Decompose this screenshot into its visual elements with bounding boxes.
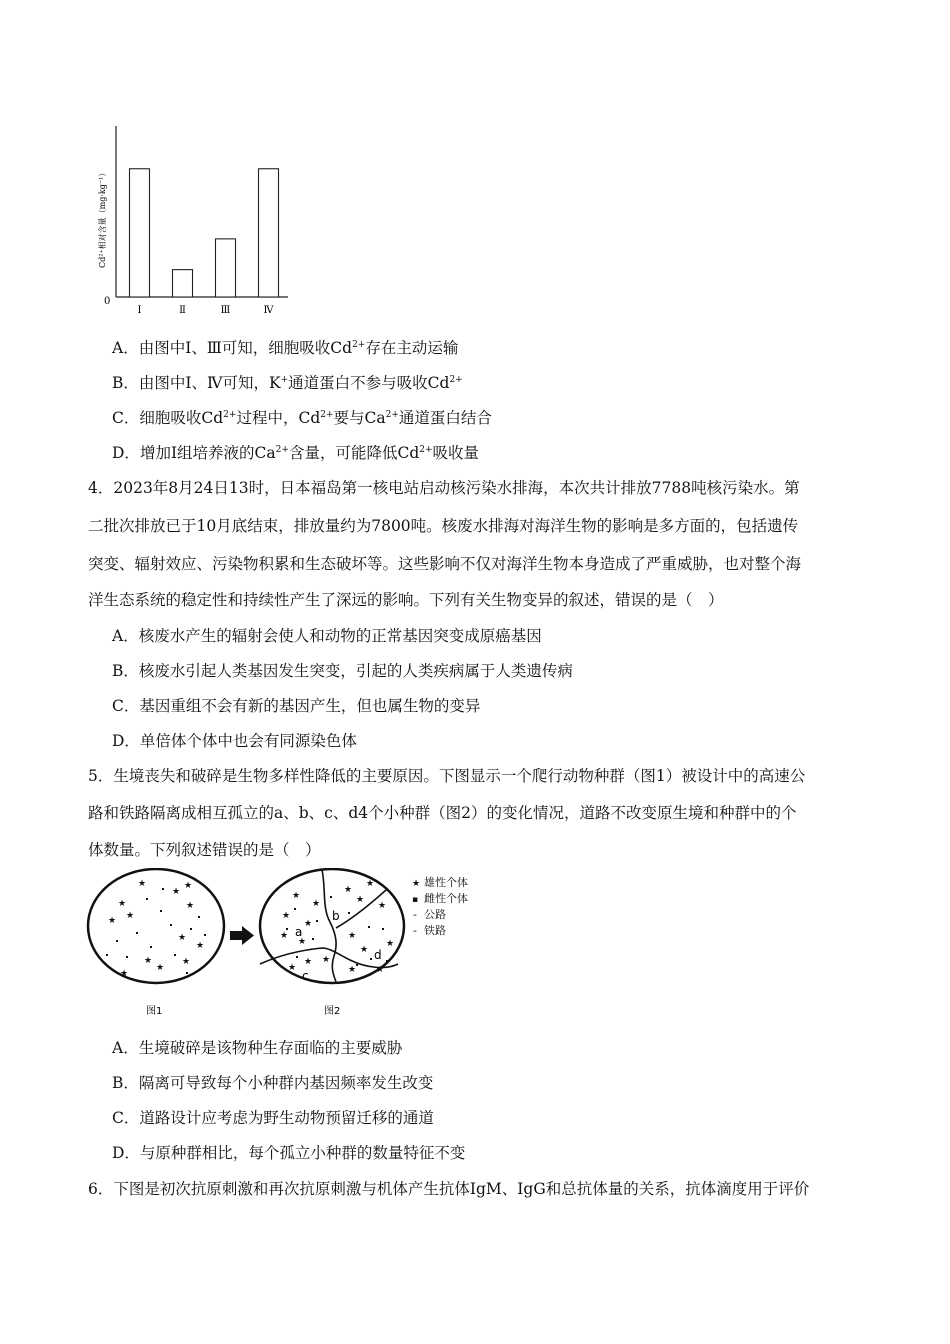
svg-text:★: ★ <box>282 911 291 921</box>
y-origin-label: 0 <box>104 296 111 307</box>
q6-stem-line-1: 6．下图是初次抗原刺激和再次抗原刺激与机体产生抗体IgM、IgG和总抗体量的关系，抗体滴度用于评价 <box>88 1180 810 1198</box>
svg-text:★: ★ <box>184 881 193 891</box>
y-axis-label: Cd²⁺相对含量（mg·kg⁻¹） <box>98 168 107 268</box>
legend-male-mark: ★ <box>412 879 421 889</box>
svg-text:★: ★ <box>386 939 395 949</box>
svg-text:★: ★ <box>292 891 301 901</box>
q3-option-d: D．增加Ⅰ组培养液的$Ca^{2+}$含量，可能降低$Cd^{2+}$吸收量 <box>112 444 480 462</box>
svg-text:★: ★ <box>298 937 307 947</box>
cd-bar-chart <box>88 118 308 318</box>
q4-stem-line-1: 4．2023年8月24日13时，日本福岛第一核电站启动核污染水排海，本次共计排放7788吨核污染水。第 <box>88 479 800 497</box>
region-c-label: c <box>302 969 309 983</box>
q4-stem-line-4: 洋生态系统的稳定性和持续性产生了深远的影响。下列有关生物变异的叙述，错误的是（ ） <box>88 591 724 609</box>
region-d-label: d <box>374 948 382 962</box>
legend-female-mark: ▪ <box>412 895 419 905</box>
q4-option-d: D．单倍体个体中也会有同源染色体 <box>112 732 357 750</box>
svg-text:★: ★ <box>196 941 205 951</box>
figure-legend <box>412 875 468 937</box>
svg-text:★: ★ <box>138 879 147 889</box>
legend-male-label: 雄性个体 <box>424 876 468 889</box>
q5-option-c: C．道路设计应考虑为野生动物预留迁移的通道 <box>112 1109 434 1127</box>
bar-3 <box>216 239 236 297</box>
q4-option-c: C．基因重组不会有新的基因产生，但也属生物的变异 <box>112 697 481 715</box>
q3-option-a: A．由图中Ⅰ、Ⅲ可知，细胞吸收$Cd^{2+}$存在主动运输 <box>112 339 459 357</box>
x-tick-label-4: Ⅳ <box>263 305 274 316</box>
region-a-label: a <box>295 925 303 939</box>
svg-text:★: ★ <box>288 963 297 973</box>
svg-text:★: ★ <box>348 931 357 941</box>
q5-option-d: D．与原种群相比，每个孤立小种群的数量特征不变 <box>112 1144 466 1162</box>
x-tick-label-2: Ⅱ <box>179 305 186 316</box>
svg-text:★: ★ <box>312 899 321 909</box>
legend-railway-label: 铁路 <box>424 924 446 937</box>
legend-female-label: 雌性个体 <box>424 892 468 905</box>
svg-text:★: ★ <box>348 965 357 975</box>
svg-text:★: ★ <box>156 963 165 973</box>
q5-stem-line-1: 5．生境丧失和破碎是生物多样性降低的主要原因。下图显示一个爬行动物种群（图1）被设计中的高速公 <box>88 767 806 785</box>
svg-text:★: ★ <box>356 895 365 905</box>
habitat-fragmentation-figure <box>86 868 506 1020</box>
svg-text:★: ★ <box>126 911 135 921</box>
q5-stem-line-3: 体数量。下列叙述错误的是（ ） <box>88 841 321 859</box>
x-tick-label-3: Ⅲ <box>220 305 231 316</box>
fig2-caption: 图2 <box>324 1006 341 1017</box>
svg-text:★: ★ <box>366 879 375 889</box>
bar-2 <box>173 270 193 297</box>
region-b-label: b <box>332 909 340 923</box>
q4-option-a: A．核废水产生的辐射会使人和动物的正常基因突变成原癌基因 <box>112 627 542 645</box>
q5-option-a: A．生境破碎是该物种生存面临的主要威胁 <box>112 1039 403 1057</box>
q5-stem-line-2: 路和铁路隔离成相互孤立的a、b、c、d4个小种群（图2）的变化情况，道路不改变原生境和种群中的个 <box>88 804 797 822</box>
svg-text:★: ★ <box>144 956 153 966</box>
fig1-caption: 图1 <box>146 1006 163 1017</box>
bar-1 <box>130 169 150 297</box>
svg-text:★: ★ <box>186 901 195 911</box>
svg-text:★: ★ <box>304 919 313 929</box>
q4-stem-line-2: 二批次排放已于10月底结束，排放量约为7800吨。核废水排海对海洋生物的影响是多方面的，包括遗传 <box>88 517 799 535</box>
q4-stem-line-3: 突变、辐射效应、污染物积累和生态破坏等。这些影响不仅对海洋生物本身造成了严重威胁，也对整个海 <box>88 555 802 573</box>
x-tick-label-1: Ⅰ <box>137 305 142 316</box>
legend-road-label: 公路 <box>424 908 446 921</box>
legend-road-mark: - <box>413 908 417 921</box>
svg-text:★: ★ <box>322 955 331 965</box>
svg-text:★: ★ <box>108 916 117 926</box>
svg-text:★: ★ <box>178 933 187 943</box>
q5-option-b: B．隔离可导致每个小种群内基因频率发生改变 <box>112 1074 434 1092</box>
svg-text:★: ★ <box>120 969 129 979</box>
svg-text:★: ★ <box>376 965 385 975</box>
q3-option-c: C．细胞吸收$Cd^{2+}$过程中，$Cd^{2+}$要与$Ca^{2+}$通道蛋白结合 <box>112 409 492 427</box>
transition-arrow <box>230 926 254 945</box>
svg-text:★: ★ <box>360 945 369 955</box>
svg-text:★: ★ <box>118 899 127 909</box>
q4-option-b: B．核废水引起人类基因发生突变，引起的人类疾病属于人类遗传病 <box>112 662 573 680</box>
svg-text:★: ★ <box>378 901 387 911</box>
fig1-individuals <box>106 879 206 979</box>
svg-text:★: ★ <box>182 957 191 967</box>
svg-text:★: ★ <box>280 931 289 941</box>
legend-railway-mark: - <box>413 924 417 937</box>
svg-text:★: ★ <box>172 887 181 897</box>
svg-text:★: ★ <box>344 885 353 895</box>
q3-option-b: B．由图中Ⅰ、Ⅳ可知，K+通道蛋白不参与吸收$Cd^{2+}$ <box>112 374 463 392</box>
bar-4 <box>259 169 279 297</box>
svg-text:★: ★ <box>304 957 313 967</box>
